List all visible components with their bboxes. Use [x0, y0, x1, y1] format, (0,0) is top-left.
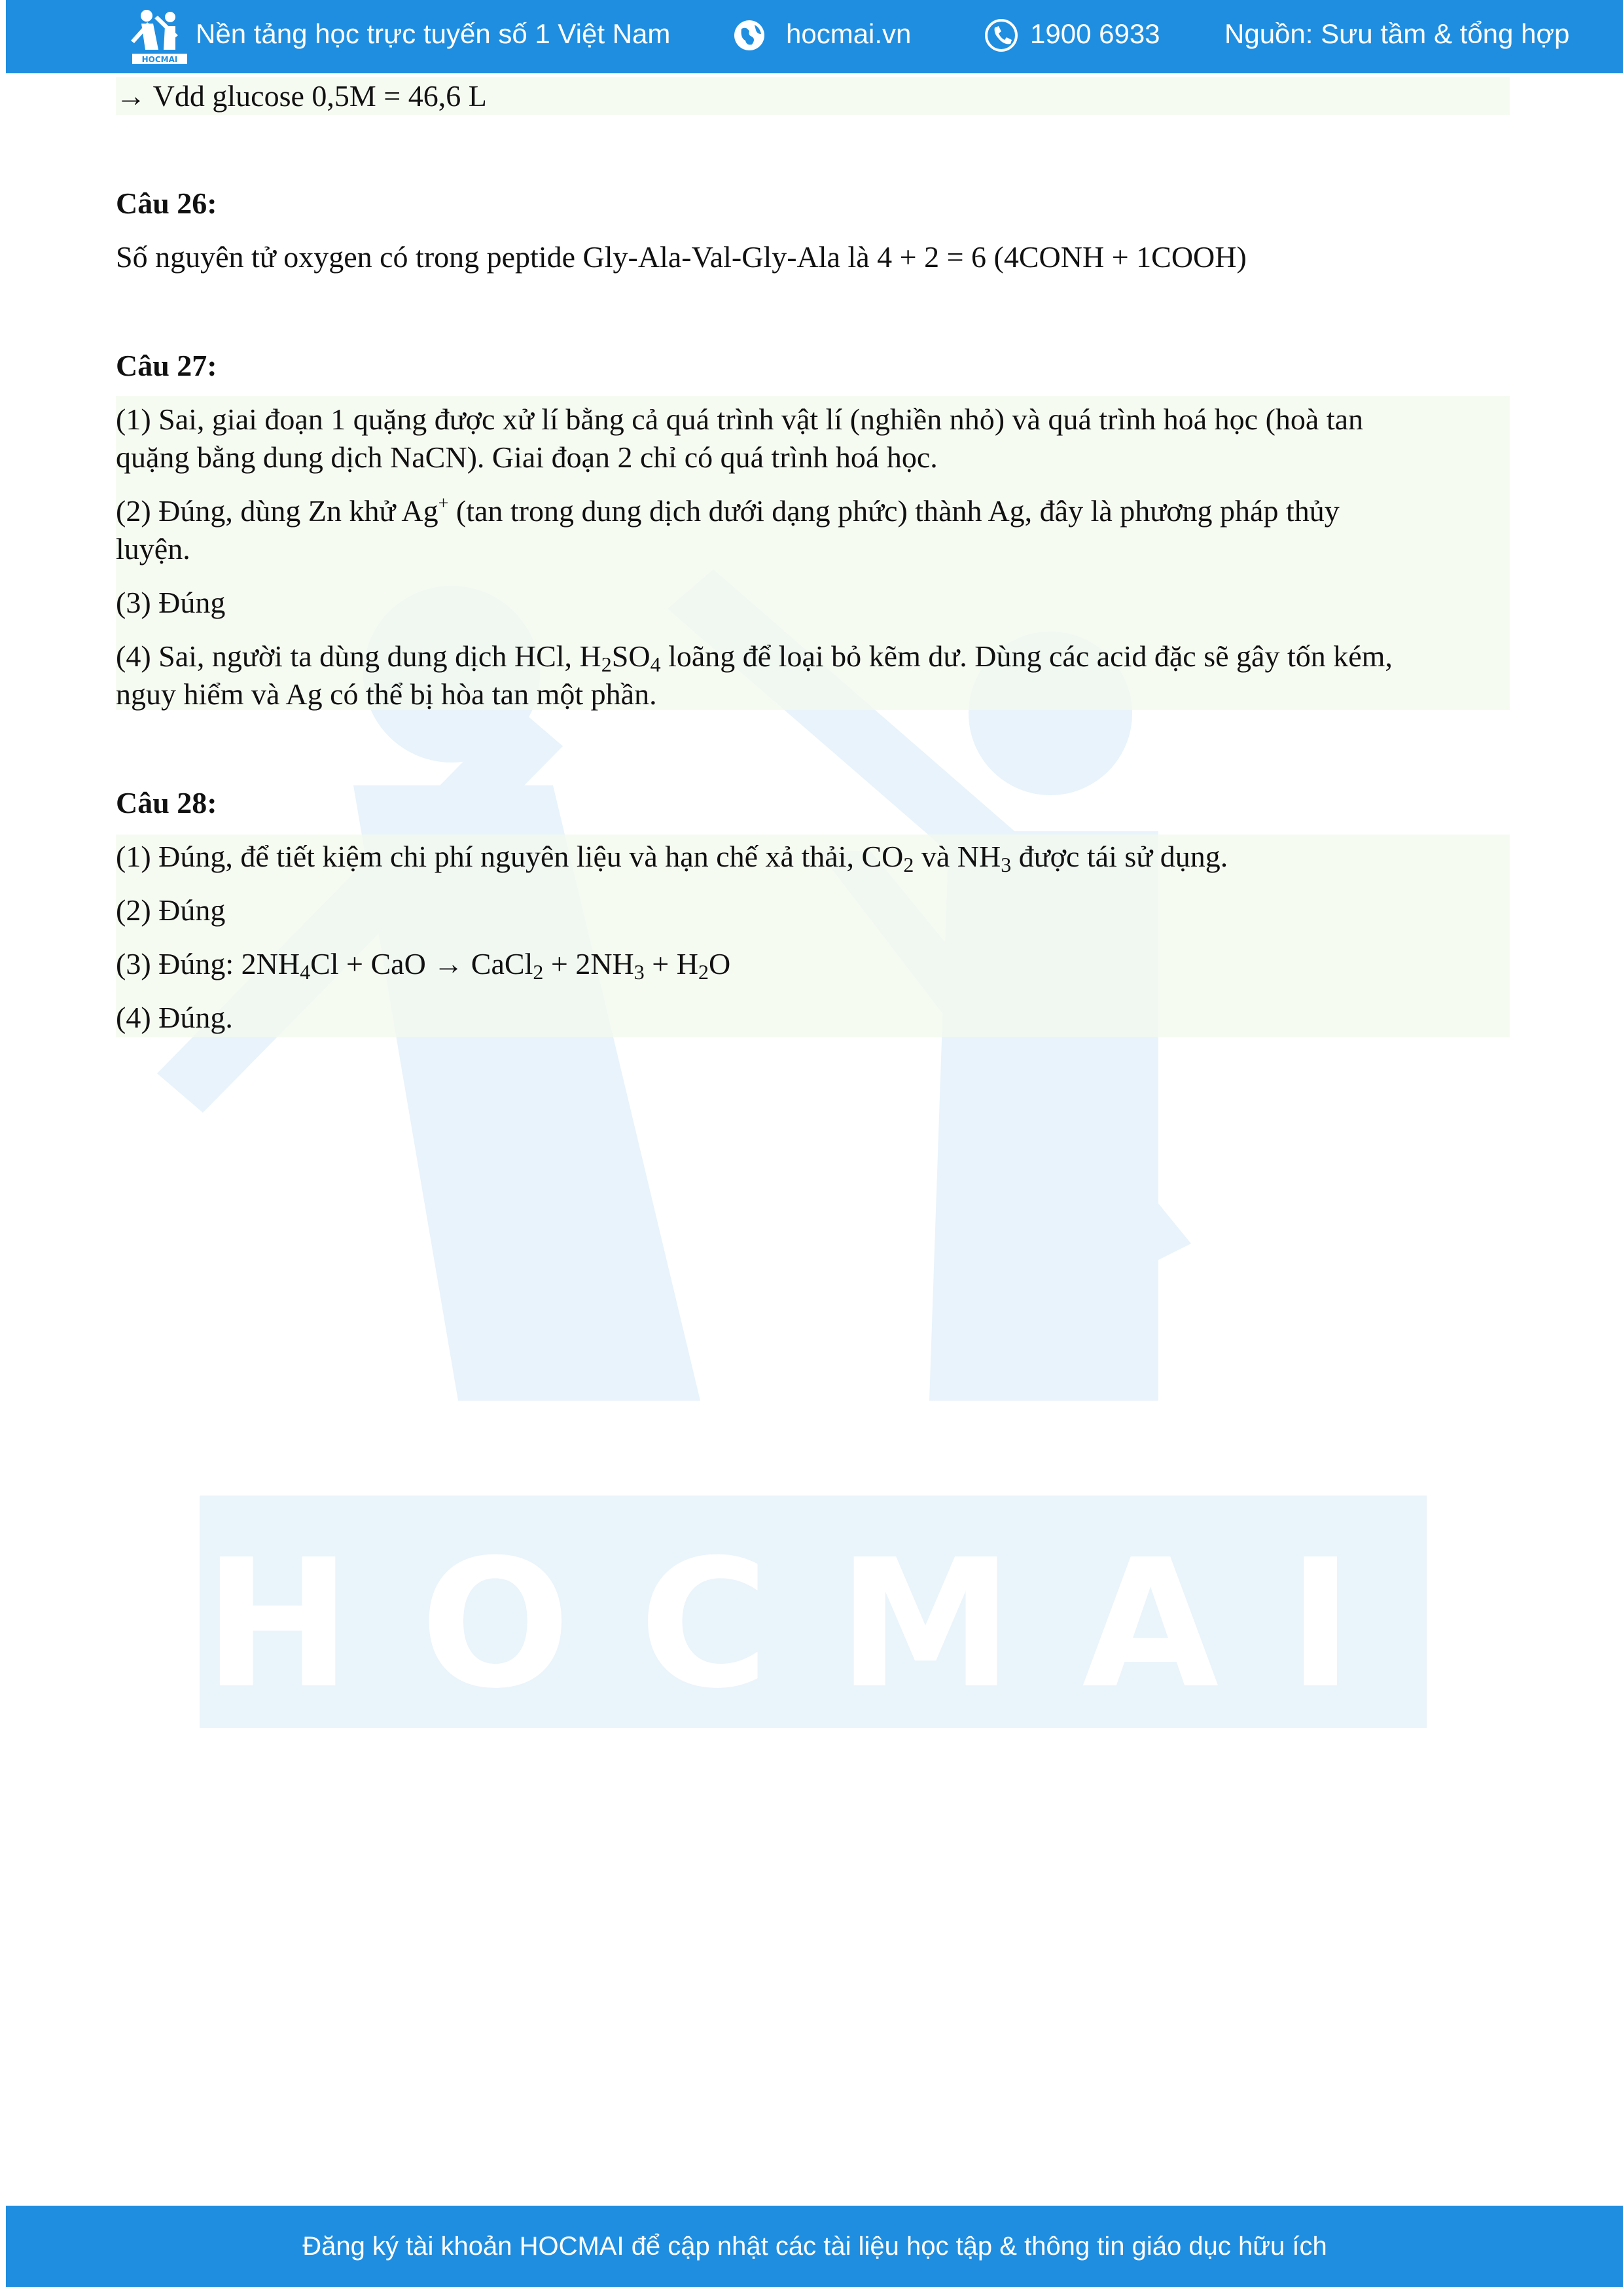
footer-text[interactable]: Đăng ký tài khoản HOCMAI để cập nhật các tài liệu học tập & thông tin giáo dục hữu ích — [302, 2232, 1327, 2261]
q27-statement-2-line-1: (2) Đúng, dùng Zn khử Ag+ (tan trong dung dịch dưới dạng phức) thành Ag, đây là phương pháp thủy — [116, 493, 1340, 528]
q28-statement-2: (2) Đúng — [116, 893, 226, 927]
header-tagline: Nền tảng học trực tuyến số 1 Việt Nam — [196, 18, 671, 49]
q27-statement-2-line-2: luyện. — [116, 532, 190, 565]
watermark-text: HOCMAI — [204, 1521, 1422, 1727]
page-header — [6, 0, 1623, 73]
q27-statement-4-line-1: (4) Sai, người ta dùng dung dịch HCl, $H_2SO_4$ loãng để loại bỏ kẽm dư. Dùng các acid đặc sẽ gây tốn kém, — [116, 639, 1393, 676]
q28-title: Câu 28: — [116, 786, 217, 819]
q27-statement-1-line-1: (1) Sai, giai đoạn 1 quặng được xử lí bằng cả quá trình vật lí (nghiền nhỏ) và quá trình hoá học (hoà tan — [116, 403, 1364, 436]
q27-title: Câu 27: — [116, 349, 217, 382]
previous-result: → Vdd glucose 0,5M = 46,6 L — [116, 79, 487, 113]
q28-statement-1: (1) Đúng, để tiết kiệm chi phí nguyên liệu và hạn chế xả thải, $CO_2$ và $NH_3$ được tái sử dụng. — [116, 840, 1228, 876]
q27-statement-1-line-2: quặng bằng dung dịch NaCN). Giai đoạn 2 chỉ có quá trình hoá học. — [116, 440, 938, 474]
phone-icon — [984, 18, 1018, 52]
q26-title: Câu 26: — [116, 187, 217, 220]
header-phone[interactable]: 1900 6933 — [1030, 18, 1160, 49]
q26-answer: Số nguyên tử oxygen có trong peptide Gly-Ala-Val-Gly-Ala là 4 + 2 = 6 (4CONH + 1COOH) — [116, 240, 1247, 274]
hocmai-logo-icon — [127, 7, 192, 67]
page-footer — [6, 2206, 1623, 2287]
header-source: Nguồn: Sưu tầm & tổng hợp — [1224, 18, 1570, 49]
q28-statement-4: (4) Đúng. — [116, 1001, 233, 1034]
header-website-link[interactable]: hocmai.vn — [786, 18, 912, 49]
q27-statement-3: (3) Đúng — [116, 586, 226, 619]
svg-text:HOCMAI: HOCMAI — [141, 55, 178, 64]
q27-statement-4-line-2: nguy hiểm và Ag có thể bị hòa tan một phần. — [116, 677, 657, 711]
globe-icon — [732, 18, 766, 52]
q28-statement-3: (3) Đúng: $2NH_4Cl$ + CaO → CaCl$_2$ + $2NH_3 + H_2O$ — [116, 947, 731, 984]
